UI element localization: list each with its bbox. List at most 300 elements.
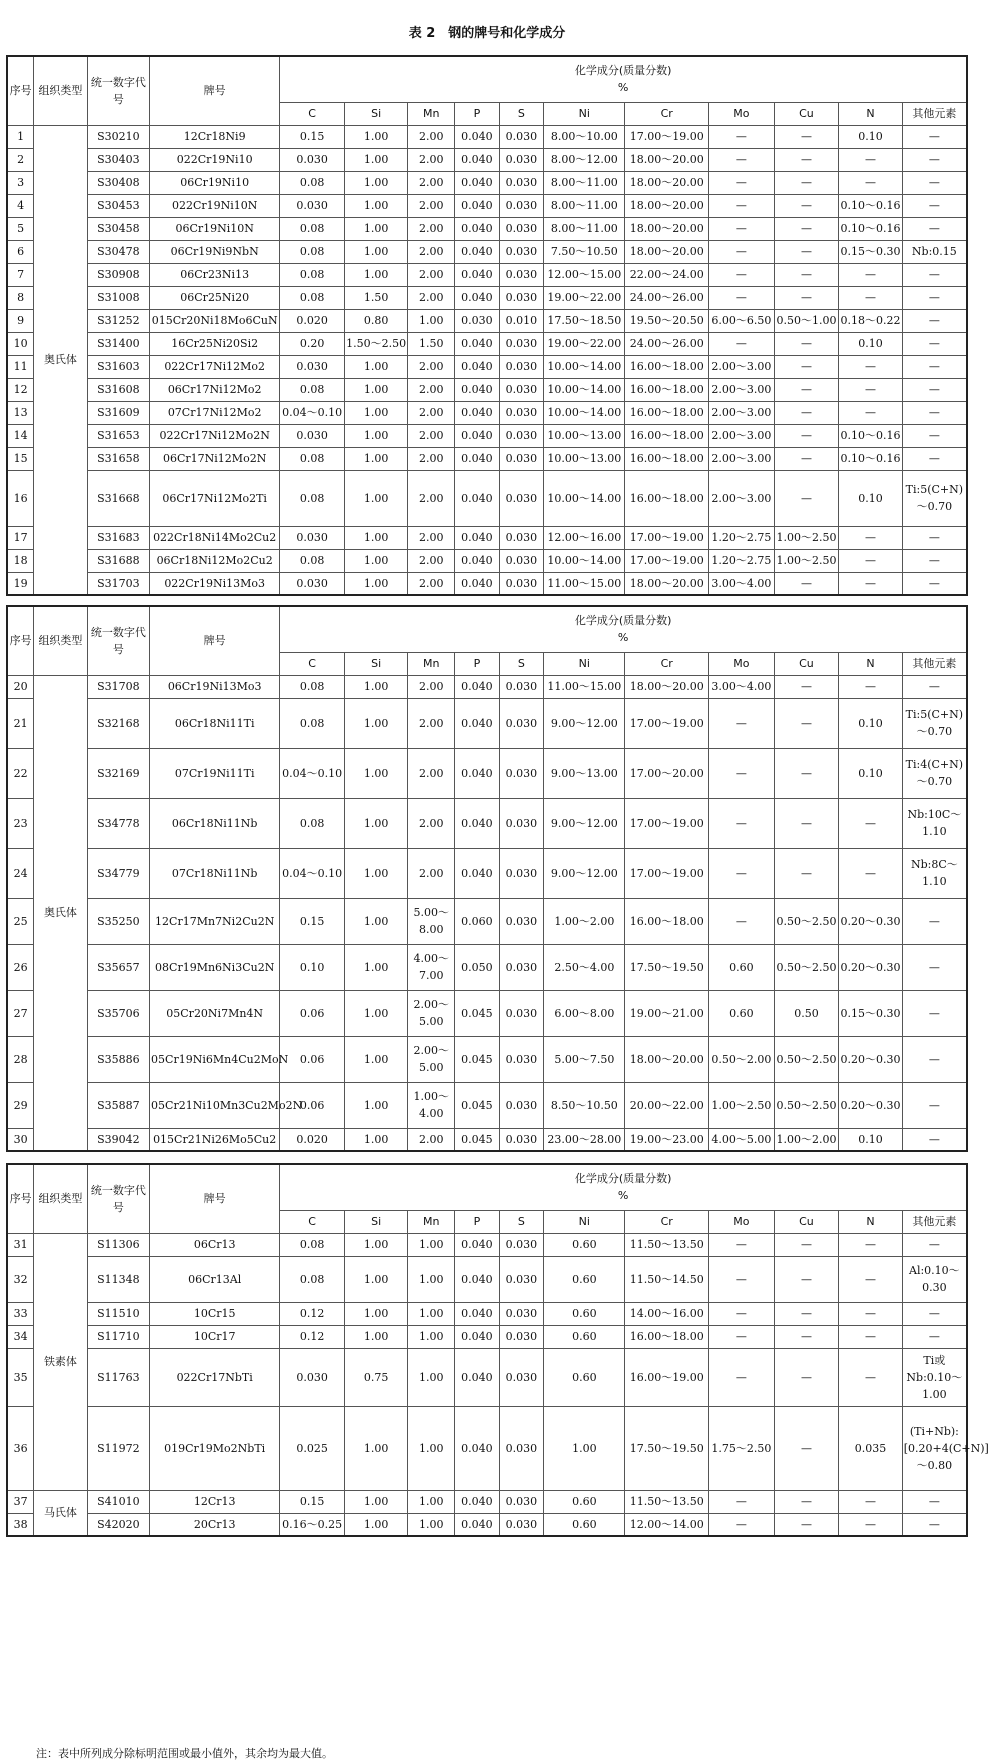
cell-cr: 18.00～20.00 — [625, 171, 709, 194]
cell-seq: 20 — [7, 675, 34, 698]
cell-si: 1.00 — [344, 378, 407, 401]
cell-code: S32168 — [87, 698, 149, 748]
cell-p: 0.040 — [455, 332, 500, 355]
cell-seq: 34 — [7, 1325, 34, 1348]
cell-mn: 2.00 — [408, 286, 455, 309]
cell-p: 0.040 — [455, 424, 500, 447]
header-element: Mn — [408, 102, 455, 125]
cell-other: — — [902, 194, 967, 217]
cell-other: — — [902, 378, 967, 401]
cell-mo: — — [708, 1513, 774, 1536]
header-element: 其他元素 — [902, 102, 967, 125]
cell-mn: 2.00 — [408, 1128, 455, 1151]
cell-code: S41010 — [87, 1490, 149, 1513]
header-element: S — [499, 102, 544, 125]
header-element: Mn — [408, 652, 455, 675]
cell-code: S31703 — [87, 572, 149, 595]
cell-s: 0.030 — [499, 798, 544, 848]
cell-cu: 1.00～2.50 — [774, 549, 839, 572]
cell-other: — — [902, 447, 967, 470]
cell-seq: 13 — [7, 401, 34, 424]
cell-grade: 06Cr17Ni12Mo2N — [150, 447, 280, 470]
cell-n: — — [839, 675, 902, 698]
table-row — [7, 263, 967, 286]
cell-s: 0.030 — [499, 1490, 544, 1513]
cell-mo: — — [708, 1233, 774, 1256]
cell-mo: — — [708, 263, 774, 286]
cell-mo: 1.20～2.75 — [708, 549, 774, 572]
cell-ni: 17.50～18.50 — [544, 309, 625, 332]
cell-p: 0.040 — [455, 194, 500, 217]
cell-si: 1.00 — [344, 355, 407, 378]
cell-mo: 3.00～4.00 — [708, 675, 774, 698]
cell-si: 1.00 — [344, 748, 407, 798]
cell-si: 1.00 — [344, 572, 407, 595]
cell-mn: 1.00 — [408, 1513, 455, 1536]
cell-n: 0.15～0.30 — [839, 990, 902, 1036]
cell-seq: 1 — [7, 125, 34, 148]
cell-other: — — [902, 1233, 967, 1256]
cell-seq: 28 — [7, 1036, 34, 1082]
cell-mn: 1.00 — [408, 1233, 455, 1256]
cell-n: 0.20～0.30 — [839, 898, 902, 944]
table-row — [7, 898, 967, 944]
table-row — [7, 944, 967, 990]
table-row — [7, 1036, 967, 1082]
cell-seq: 10 — [7, 332, 34, 355]
cell-cr: 18.00～20.00 — [625, 240, 709, 263]
cell-other: — — [902, 549, 967, 572]
header-element: Ni — [544, 1210, 625, 1233]
cell-cr: 17.50～19.50 — [625, 1406, 709, 1490]
table-row — [7, 698, 967, 748]
cell-si: 1.00 — [344, 470, 407, 526]
cell-mo: 1.20～2.75 — [708, 526, 774, 549]
cell-seq: 3 — [7, 171, 34, 194]
cell-cu: — — [774, 1256, 839, 1302]
cell-p: 0.040 — [455, 286, 500, 309]
cell-si: 1.00 — [344, 1302, 407, 1325]
table-row — [7, 848, 967, 898]
cell-code: S35887 — [87, 1082, 149, 1128]
cell-grade: 08Cr19Mn6Ni3Cu2N — [150, 944, 280, 990]
cell-code: S30478 — [87, 240, 149, 263]
cell-grade: 07Cr18Ni11Nb — [150, 848, 280, 898]
cell-n: — — [839, 1256, 902, 1302]
cell-ni: 10.00～13.00 — [544, 424, 625, 447]
cell-cr: 16.00～18.00 — [625, 1325, 709, 1348]
cell-cu: — — [774, 424, 839, 447]
cell-cr: 19.50～20.50 — [625, 309, 709, 332]
cell-c: 0.16～0.25 — [280, 1513, 345, 1536]
cell-mo: — — [708, 898, 774, 944]
cell-ni: 8.50～10.50 — [544, 1082, 625, 1128]
header-code: 统一数字代号 — [87, 606, 149, 675]
cell-seq: 31 — [7, 1233, 34, 1256]
cell-c: 0.030 — [280, 355, 345, 378]
cell-grade: 06Cr18Ni11Nb — [150, 798, 280, 848]
cell-p: 0.040 — [455, 1348, 500, 1406]
cell-c: 0.08 — [280, 549, 345, 572]
cell-mo: 0.60 — [708, 944, 774, 990]
cell-n: — — [839, 549, 902, 572]
cell-grade: 06Cr19Ni10 — [150, 171, 280, 194]
header-element: C — [280, 652, 345, 675]
header-unit: % — [617, 1189, 629, 1203]
cell-cr: 17.00～19.00 — [625, 698, 709, 748]
cell-code: S35886 — [87, 1036, 149, 1082]
cell-s: 0.030 — [499, 944, 544, 990]
cell-si: 1.00 — [344, 217, 407, 240]
cell-grade: 06Cr13 — [150, 1233, 280, 1256]
cell-mo: — — [708, 148, 774, 171]
table-row — [7, 798, 967, 848]
cell-mo: — — [708, 240, 774, 263]
header-grade: 牌号 — [150, 606, 280, 675]
cell-cu: — — [774, 572, 839, 595]
cell-p: 0.040 — [455, 240, 500, 263]
table-row — [7, 675, 967, 698]
cell-ni: 0.60 — [544, 1348, 625, 1406]
cell-mo: 1.75～2.50 — [708, 1406, 774, 1490]
header-composition — [280, 606, 967, 652]
cell-grade: 05Cr21Ni10Mn3Cu2Mo2N — [150, 1082, 280, 1128]
cell-code: S31688 — [87, 549, 149, 572]
cell-mn: 2.00 — [408, 378, 455, 401]
cell-s: 0.030 — [499, 748, 544, 798]
cell-other: (Ti+Nb):[0.20+4(C+N)]～0.80 — [902, 1406, 967, 1490]
cell-si: 1.00 — [344, 848, 407, 898]
cell-mn: 1.00 — [408, 1348, 455, 1406]
cell-grade: 06Cr19Ni9NbN — [150, 240, 280, 263]
cell-mo: — — [708, 286, 774, 309]
cell-seq: 5 — [7, 217, 34, 240]
cell-n: — — [839, 355, 902, 378]
cell-code: S11972 — [87, 1406, 149, 1490]
cell-cu: — — [774, 194, 839, 217]
cell-p: 0.040 — [455, 171, 500, 194]
cell-p: 0.040 — [455, 1233, 500, 1256]
cell-p: 0.040 — [455, 1406, 500, 1490]
cell-ni: 9.00～12.00 — [544, 798, 625, 848]
cell-c: 0.15 — [280, 125, 345, 148]
cell-grade: 12Cr17Mn7Ni2Cu2N — [150, 898, 280, 944]
cell-cr: 11.50～14.50 — [625, 1256, 709, 1302]
cell-mn: 1.50 — [408, 332, 455, 355]
table-row — [7, 1233, 967, 1256]
cell-n: 0.10 — [839, 698, 902, 748]
cell-ni: 23.00～28.00 — [544, 1128, 625, 1151]
cell-c: 0.08 — [280, 217, 345, 240]
cell-n: — — [839, 286, 902, 309]
cell-ni: 0.60 — [544, 1233, 625, 1256]
cell-s: 0.030 — [499, 1302, 544, 1325]
cell-mo: — — [708, 848, 774, 898]
table-2-body — [7, 606, 967, 1151]
cell-si: 1.00 — [344, 898, 407, 944]
cell-ni: 10.00～14.00 — [544, 378, 625, 401]
cell-grade: 022Cr17NbTi — [150, 1348, 280, 1406]
cell-p: 0.040 — [455, 263, 500, 286]
cell-mo: 1.00～2.50 — [708, 1082, 774, 1128]
cell-c: 0.08 — [280, 1233, 345, 1256]
cell-cu: — — [774, 125, 839, 148]
cell-s: 0.030 — [499, 675, 544, 698]
cell-cr: 17.00～19.00 — [625, 549, 709, 572]
table-1-body — [7, 56, 967, 595]
cell-ni: 5.00～7.50 — [544, 1036, 625, 1082]
cell-grade: 05Cr20Ni7Mn4N — [150, 990, 280, 1036]
cell-c: 0.020 — [280, 309, 345, 332]
cell-grade: 019Cr19Mo2NbTi — [150, 1406, 280, 1490]
composition-table-3 — [6, 1163, 989, 1537]
header-composition-label: 化学成分(质量分数) — [574, 1172, 672, 1186]
cell-seq: 37 — [7, 1490, 34, 1513]
cell-code: S35706 — [87, 990, 149, 1036]
header-element: P — [455, 1210, 500, 1233]
cell-si: 1.00 — [344, 1128, 407, 1151]
cell-p: 0.040 — [455, 401, 500, 424]
table-row — [7, 1406, 967, 1490]
header-type: 组织类型 — [34, 606, 87, 675]
cell-si: 1.00 — [344, 401, 407, 424]
cell-cu: — — [774, 148, 839, 171]
cell-seq: 7 — [7, 263, 34, 286]
cell-code: S32169 — [87, 748, 149, 798]
cell-p: 0.040 — [455, 675, 500, 698]
cell-p: 0.040 — [455, 698, 500, 748]
cell-cr: 24.00～26.00 — [625, 286, 709, 309]
cell-cu: 0.50～1.00 — [774, 309, 839, 332]
cell-seq: 29 — [7, 1082, 34, 1128]
cell-grade: 022Cr17Ni12Mo2 — [150, 355, 280, 378]
cell-ni: 10.00～13.00 — [544, 447, 625, 470]
cell-c: 0.025 — [280, 1406, 345, 1490]
table-row — [7, 1256, 967, 1302]
cell-mo: — — [708, 171, 774, 194]
table-row — [7, 1490, 967, 1513]
cell-s: 0.030 — [499, 424, 544, 447]
cell-cu: 0.50 — [774, 990, 839, 1036]
cell-c: 0.08 — [280, 378, 345, 401]
cell-other: — — [902, 424, 967, 447]
cell-mo: — — [708, 217, 774, 240]
cell-cr: 16.00～19.00 — [625, 1348, 709, 1406]
cell-n: 0.035 — [839, 1406, 902, 1490]
table-3-body — [7, 1164, 989, 1536]
table-row — [7, 309, 967, 332]
cell-si: 1.00 — [344, 798, 407, 848]
cell-c: 0.020 — [280, 1128, 345, 1151]
cell-c: 0.030 — [280, 194, 345, 217]
cell-c: 0.15 — [280, 1490, 345, 1513]
cell-code: S31008 — [87, 286, 149, 309]
cell-s: 0.030 — [499, 990, 544, 1036]
cell-s: 0.030 — [499, 1036, 544, 1082]
header-element: P — [455, 102, 500, 125]
cell-code: S34779 — [87, 848, 149, 898]
cell-seq: 4 — [7, 194, 34, 217]
cell-c: 0.04～0.10 — [280, 848, 345, 898]
cell-structure-type: 奥氏体 — [34, 675, 87, 1151]
cell-mo: — — [708, 125, 774, 148]
cell-code: S42020 — [87, 1513, 149, 1536]
cell-seq: 17 — [7, 526, 34, 549]
cell-n: — — [839, 1302, 902, 1325]
cell-s: 0.030 — [499, 1082, 544, 1128]
cell-cr: 18.00～20.00 — [625, 148, 709, 171]
cell-mn: 2.00 — [408, 355, 455, 378]
cell-code: S31608 — [87, 378, 149, 401]
cell-p: 0.030 — [455, 309, 500, 332]
cell-si: 0.75 — [344, 1348, 407, 1406]
cell-si: 1.00 — [344, 1325, 407, 1348]
cell-c: 0.08 — [280, 171, 345, 194]
cell-other: Ti或Nb:0.10～1.00 — [902, 1348, 967, 1406]
cell-ni: 6.00～8.00 — [544, 990, 625, 1036]
cell-grade: 06Cr23Ni13 — [150, 263, 280, 286]
cell-cu: — — [774, 470, 839, 526]
cell-cr: 11.50～13.50 — [625, 1233, 709, 1256]
cell-cr: 18.00～20.00 — [625, 1036, 709, 1082]
table-row — [7, 332, 967, 355]
cell-grade: 06Cr25Ni20 — [150, 286, 280, 309]
cell-seq: 9 — [7, 309, 34, 332]
header-element: Mo — [708, 102, 774, 125]
cell-cu: 1.00～2.50 — [774, 526, 839, 549]
cell-seq: 38 — [7, 1513, 34, 1536]
cell-seq: 35 — [7, 1348, 34, 1406]
cell-code: S34778 — [87, 798, 149, 848]
cell-grade: 07Cr17Ni12Mo2 — [150, 401, 280, 424]
cell-ni: 8.00～11.00 — [544, 217, 625, 240]
cell-seq: 27 — [7, 990, 34, 1036]
cell-ni: 8.00～11.00 — [544, 171, 625, 194]
cell-s: 0.030 — [499, 1406, 544, 1490]
cell-grade: 12Cr13 — [150, 1490, 280, 1513]
cell-n: — — [839, 1513, 902, 1536]
table-row — [7, 470, 967, 526]
cell-p: 0.045 — [455, 1082, 500, 1128]
cell-c: 0.04～0.10 — [280, 748, 345, 798]
cell-p: 0.040 — [455, 1490, 500, 1513]
table-title: 表 2 钢的牌号和化学成分 — [408, 26, 566, 41]
cell-cr: 16.00～18.00 — [625, 401, 709, 424]
cell-s: 0.030 — [499, 1513, 544, 1536]
cell-other: — — [902, 526, 967, 549]
header-seq: 序号 — [7, 56, 34, 125]
header-element: Mo — [708, 1210, 774, 1233]
cell-p: 0.045 — [455, 1036, 500, 1082]
table-row — [7, 240, 967, 263]
cell-s: 0.030 — [499, 470, 544, 526]
table-row — [7, 1513, 967, 1536]
cell-mn: 2.00 — [408, 798, 455, 848]
cell-cr: 17.00～20.00 — [625, 748, 709, 798]
cell-cu: — — [774, 401, 839, 424]
cell-other: — — [902, 990, 967, 1036]
cell-s: 0.010 — [499, 309, 544, 332]
cell-s: 0.030 — [499, 698, 544, 748]
cell-grade: 06Cr13Al — [150, 1256, 280, 1302]
cell-mn: 2.00 — [408, 748, 455, 798]
table-row — [7, 572, 967, 595]
cell-n: — — [839, 1233, 902, 1256]
cell-ni: 0.60 — [544, 1256, 625, 1302]
header-unit: % — [617, 631, 629, 645]
cell-other: — — [902, 148, 967, 171]
cell-code: S39042 — [87, 1128, 149, 1151]
cell-mn: 5.00～8.00 — [408, 898, 455, 944]
cell-c: 0.08 — [280, 675, 345, 698]
cell-si: 1.00 — [344, 1513, 407, 1536]
cell-grade: 015Cr20Ni18Mo6CuN — [150, 309, 280, 332]
cell-code: S31708 — [87, 675, 149, 698]
cell-grade: 12Cr18Ni9 — [150, 125, 280, 148]
cell-p: 0.040 — [455, 148, 500, 171]
cell-cu: — — [774, 675, 839, 698]
cell-grade: 16Cr25Ni20Si2 — [150, 332, 280, 355]
cell-mn: 2.00 — [408, 470, 455, 526]
cell-mn: 1.00 — [408, 1256, 455, 1302]
cell-s: 0.030 — [499, 1128, 544, 1151]
cell-p: 0.040 — [455, 447, 500, 470]
cell-c: 0.10 — [280, 944, 345, 990]
cell-si: 1.50～2.50 — [344, 332, 407, 355]
cell-mo: 2.00～3.00 — [708, 378, 774, 401]
cell-cu: 0.50～2.50 — [774, 1082, 839, 1128]
cell-seq: 11 — [7, 355, 34, 378]
header-element: C — [280, 1210, 345, 1233]
cell-s: 0.030 — [499, 125, 544, 148]
cell-cr: 19.00～21.00 — [625, 990, 709, 1036]
cell-ni: 12.00～15.00 — [544, 263, 625, 286]
cell-cr: 24.00～26.00 — [625, 332, 709, 355]
cell-cu: — — [774, 1490, 839, 1513]
cell-s: 0.030 — [499, 171, 544, 194]
cell-grade: 06Cr18Ni12Mo2Cu2 — [150, 549, 280, 572]
cell-mo: — — [708, 798, 774, 848]
cell-cr: 16.00～18.00 — [625, 424, 709, 447]
cell-mo: — — [708, 748, 774, 798]
table-row — [7, 217, 967, 240]
cell-seq: 14 — [7, 424, 34, 447]
cell-cu: 0.50～2.50 — [774, 1036, 839, 1082]
cell-code: S31603 — [87, 355, 149, 378]
cell-c: 0.08 — [280, 263, 345, 286]
cell-other: Ti:5(C+N)～0.70 — [902, 698, 967, 748]
header-row — [7, 56, 967, 102]
cell-n: — — [839, 171, 902, 194]
cell-grade: 015Cr21Ni26Mo5Cu2 — [150, 1128, 280, 1151]
cell-p: 0.040 — [455, 1513, 500, 1536]
cell-code: S30458 — [87, 217, 149, 240]
cell-code: S31252 — [87, 309, 149, 332]
cell-s: 0.030 — [499, 447, 544, 470]
cell-p: 0.040 — [455, 572, 500, 595]
cell-si: 1.00 — [344, 148, 407, 171]
cell-cu: — — [774, 378, 839, 401]
cell-seq: 30 — [7, 1128, 34, 1151]
cell-si: 1.00 — [344, 263, 407, 286]
cell-ni: 1.00～2.00 — [544, 898, 625, 944]
table-row — [7, 401, 967, 424]
cell-mn: 2.00 — [408, 401, 455, 424]
cell-code: S30210 — [87, 125, 149, 148]
cell-cr: 18.00～20.00 — [625, 572, 709, 595]
cell-other: — — [902, 572, 967, 595]
header-element: Mo — [708, 652, 774, 675]
